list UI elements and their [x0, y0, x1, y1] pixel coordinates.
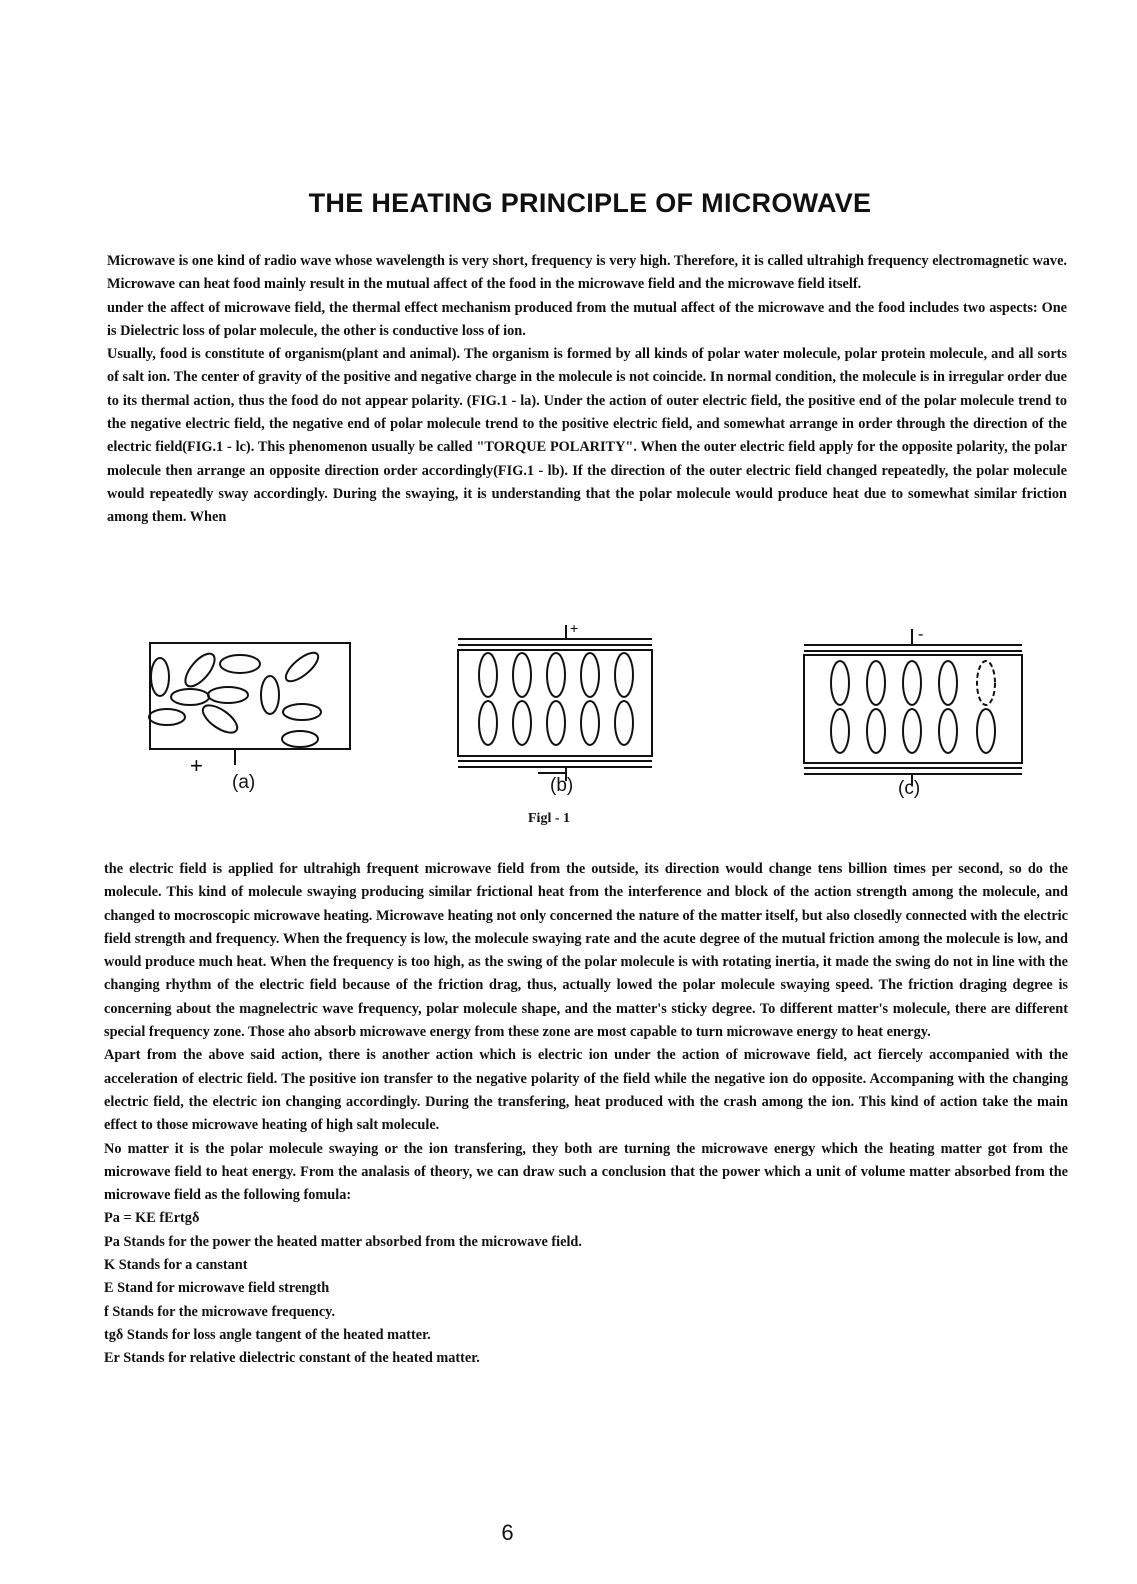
molecule [513, 701, 531, 745]
molecule [547, 701, 565, 745]
paragraph: under the affect of microwave field, the thermal effect mechanism produced from the mutual affect of the microwave and the food includes two aspects: One is Dielectric loss of polar molecule, the other is conductive loss of ion. [107, 299, 1067, 339]
fig-label-b: (b) [550, 775, 574, 796]
paragraph: Usually, food is constitute of organism(plant and animal). The organism is formed by all kinds of polar water molecule, polar protein molecule, and all sorts of salt ion. The center of gravity of the positive and negative charge in the molecule is not coincide. In normal condition, the molecule is in irregular order due to its thermal action, thus the food do not appear polarity. (FIG.1 - la). Under the action of outer electric field, the positive end of the polar molecule trend to the negative electric field, the negative end of polar molecule trend to the positive electric field, and somewhat arrange in order through the direction of the electric field(FIG.1 - lc). This phenomenon usually be called "TORQUE POLARITY". When the outer electric field apply for the opposite polarity, the polar molecule then arrange an opposite direction order accordingly(FIG.1 - lb). If the direction of the outer electric field changed repeatedly, the polar molecule would repeatedly sway accordingly. During the swaying, it is understanding that the polar molecule would produce heat due to somewhat similar friction among them. When [107, 346, 1067, 526]
definition: Pa Stands for the power the heated matter absorbed from the microwave field. [104, 1233, 582, 1250]
field-box-a [150, 643, 350, 749]
page-number: 6 [501, 1520, 514, 1545]
page-title: THE HEATING PRINCIPLE OF MICROWAVE [308, 188, 872, 218]
molecule [479, 653, 497, 697]
paragraph: No matter it is the polar molecule swaying or the ion transfering, they both are turning the microwave energy which the heating matter got from the microwave field to heat energy. From the analasis of theory, we can draw such a conclusion that the power which a unit of volume matter absorbed from the microwave field as the following fomula: [104, 1140, 1068, 1204]
field-box-b [458, 650, 652, 756]
definition: K Stands for a canstant [104, 1257, 248, 1274]
paragraph: Apart from the above said action, there is another action which is electric ion under the action of microwave field, act fiercely accompanied with the acceleration of electric field. The positive ion transfer to the negative polarity of the field while the negative ion do opposite. Accompaning with the changing electric field, the electric ion changing accordingly. During the transfering, heat produced with the crash among the ion. This kind of action take the main effect to those microwave heating of high salt molecule. [104, 1047, 1068, 1134]
fig-label-c: (c) [898, 778, 921, 799]
molecule [547, 653, 565, 697]
definition: E Stand for microwave field strength [104, 1280, 330, 1297]
molecule [208, 687, 248, 703]
sign-a: + [190, 753, 203, 778]
fig-label-a: (a) [232, 772, 256, 793]
molecule [220, 655, 260, 673]
molecule [180, 649, 220, 691]
molecule [867, 709, 885, 753]
molecule [282, 731, 318, 747]
molecule [615, 701, 633, 745]
definition: Er Stands for relative dielectric constant of the heated matter. [104, 1350, 480, 1367]
paragraph: the electric field is applied for ultrahigh frequent microwave field from the outside, its direction would change tens billion times per second, so do the molecule. This kind of molecule swaying producing similar frictional heat from the interference and block of the action strength among the molecule, and changed to mocroscopic microwave heating. Microwave heating not only concerned the nature of the matter itself, but also closedly connected with the electric field strength and frequency. When the frequency is low, the molecule swaying rate and the acute degree of the mutual friction among the molecule is low, and would produce much heat. When the frequency is too high, as the swing of the polar molecule is with rotating inertia, it made the swing do not in line with the changing rhythm of the electric field because of the friction drag, thus, actually lowed the polar molecule swaying speed. The friction draging degree is concerning about the magnelectric wave frequency, polar molecule shape, and the matter's sticky degree. To different matter's molecule, there are different special frequency zone. Those aho absorb microwave energy from these zone are most capable to turn microwave energy to heat energy. [104, 861, 1068, 1041]
molecule [261, 676, 279, 714]
molecule [283, 704, 321, 720]
main-text [104, 858, 1068, 1371]
molecule [867, 661, 885, 705]
molecule [479, 701, 497, 745]
molecule [903, 709, 921, 753]
molecule [149, 709, 185, 725]
molecule [513, 653, 531, 697]
molecule [977, 661, 995, 705]
figure-caption: Figl - 1 [528, 811, 570, 826]
formula: Pa = KE fErtgδ [104, 1210, 200, 1227]
molecule [581, 653, 599, 697]
figure-1 [140, 615, 1040, 830]
molecule [903, 661, 921, 705]
sign-c: - [918, 626, 924, 643]
intro-text [107, 250, 1067, 530]
definition: tgδ Stands for loss angle tangent of the heated matter. [104, 1326, 431, 1343]
molecule [581, 701, 599, 745]
molecule [615, 653, 633, 697]
molecule [939, 661, 957, 705]
sign-b: + [570, 620, 579, 636]
molecule [831, 661, 849, 705]
molecule [977, 709, 995, 753]
molecule [282, 648, 323, 686]
molecule [939, 709, 957, 753]
molecule [198, 700, 241, 738]
molecule [151, 658, 169, 696]
paragraph: Microwave is one kind of radio wave whose wavelength is very short, frequency is very high. Therefore, it is called ultrahigh frequency electromagnetic wave. Microwave can heat food mainly result in the mutual affect of the food in the microwave field and the microwave field itself. [107, 253, 1067, 293]
definition: f Stands for the microwave frequency. [104, 1303, 336, 1320]
molecule [171, 689, 209, 705]
molecule [831, 709, 849, 753]
